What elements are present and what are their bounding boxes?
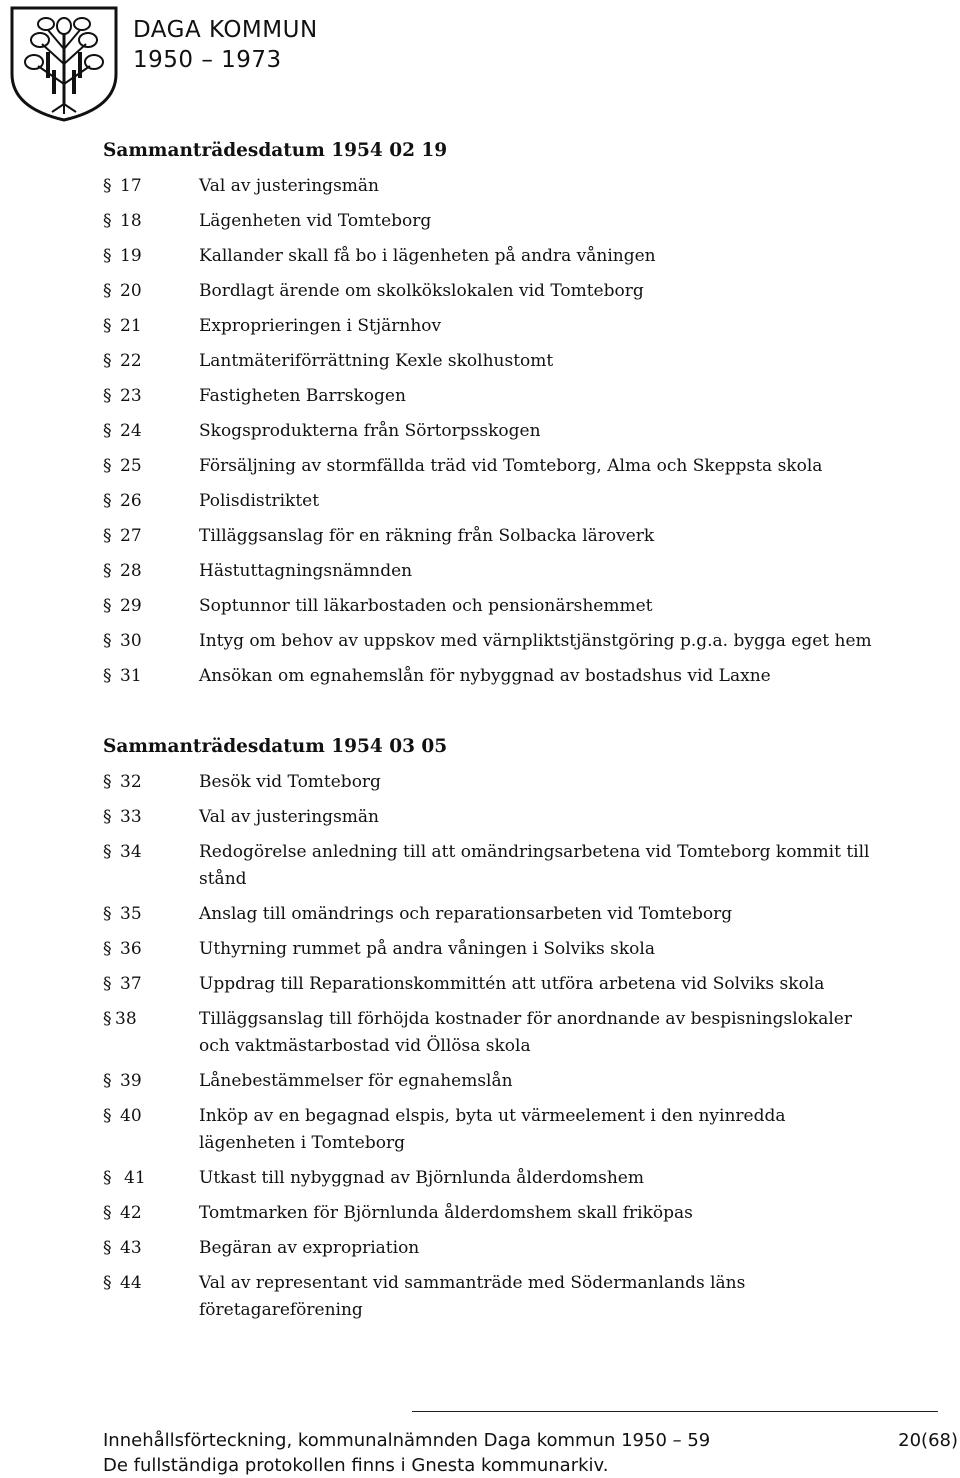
meeting-date-heading: Sammanträdesdatum 1954 03 05 xyxy=(103,736,448,757)
item-text: Exproprieringen i Stjärnhov xyxy=(199,316,442,336)
item-text: Soptunnor till läkarbostaden och pensionärshemmet xyxy=(199,596,653,616)
paragraph-sign-icon: § xyxy=(103,246,112,266)
agenda-item xyxy=(103,523,903,558)
paragraph-sign-icon: § xyxy=(103,666,112,686)
item-text: Val av representant vid sammanträde med Södermanlands läns företagareförening xyxy=(199,1273,746,1320)
agenda-item xyxy=(103,278,903,313)
item-text: Kallander skall få bo i lägenheten på andra våningen xyxy=(199,246,656,266)
item-text: Lånebestämmelser för egnahemslån xyxy=(199,1071,513,1091)
agenda-item xyxy=(103,901,903,936)
agenda-item xyxy=(103,348,903,383)
page-header xyxy=(0,0,960,130)
item-number: 28 xyxy=(120,561,142,581)
paragraph-sign-icon: § xyxy=(103,1273,112,1293)
agenda-item xyxy=(103,936,903,971)
item-number: 31 xyxy=(120,666,142,686)
item-number: 24 xyxy=(120,421,142,441)
item-number: 36 xyxy=(120,939,142,959)
item-text: Skogsprodukterna från Sörtorpsskogen xyxy=(199,421,541,441)
footer-title: Innehållsförteckning, kommunalnämnden Daga kommun 1950 – 59 xyxy=(103,1430,711,1451)
item-text: Intyg om behov av uppskov med värnpliktstjänstgöring p.g.a. bygga eget hem xyxy=(199,631,872,651)
paragraph-sign-icon: § xyxy=(103,386,112,406)
item-text: Ansökan om egnahemslån för nybyggnad av bostadshus vid Laxne xyxy=(199,666,771,686)
paragraph-sign-icon: § xyxy=(103,596,112,616)
agenda-item xyxy=(103,1200,903,1235)
paragraph-sign-icon: § xyxy=(103,1106,112,1126)
paragraph-sign-icon: § xyxy=(103,807,112,827)
paragraph-sign-icon: § xyxy=(103,526,112,546)
agenda-item xyxy=(103,1165,903,1200)
agenda-item xyxy=(103,593,903,628)
footer-line-1 xyxy=(103,1430,958,1452)
paragraph-sign-icon: § xyxy=(103,351,112,371)
agenda-item xyxy=(103,243,903,278)
item-text: Fastigheten Barrskogen xyxy=(199,386,406,406)
footer-divider xyxy=(412,1411,938,1412)
item-number: 35 xyxy=(120,904,142,924)
paragraph-sign-icon: § xyxy=(103,456,112,476)
item-number: 38 xyxy=(115,1009,137,1029)
agenda-item xyxy=(103,1068,903,1103)
agenda-item xyxy=(103,971,903,1006)
meeting-date-heading: Sammanträdesdatum 1954 02 19 xyxy=(103,140,448,161)
paragraph-sign-icon: § xyxy=(103,1009,112,1029)
item-number: 25 xyxy=(120,456,142,476)
paragraph-sign-icon: § xyxy=(103,904,112,924)
agenda-item xyxy=(103,173,903,208)
item-text: Begäran av expropriation xyxy=(199,1238,420,1258)
item-number: 18 xyxy=(120,211,142,231)
item-number: 33 xyxy=(120,807,142,827)
paragraph-sign-icon: § xyxy=(103,939,112,959)
item-number: 41 xyxy=(124,1168,146,1188)
item-number: 22 xyxy=(120,351,142,371)
paragraph-sign-icon: § xyxy=(103,631,112,651)
item-number: 44 xyxy=(120,1273,142,1293)
paragraph-sign-icon: § xyxy=(103,1203,112,1223)
agenda-item xyxy=(103,558,903,593)
item-number: 27 xyxy=(120,526,142,546)
item-number: 39 xyxy=(120,1071,142,1091)
agenda-item xyxy=(103,383,903,418)
item-text: Inköp av en begagnad elspis, byta ut värmeelement i den nyinredda lägenheten i Tomteborg xyxy=(199,1106,786,1153)
paragraph-sign-icon: § xyxy=(103,561,112,581)
item-number: 21 xyxy=(120,316,142,336)
item-text: Bordlagt ärende om skolkökslokalen vid Tomteborg xyxy=(199,281,644,301)
item-text: Försäljning av stormfällda träd vid Tomteborg, Alma och Skeppsta skola xyxy=(199,456,823,476)
agenda-item xyxy=(103,418,903,453)
item-text: Polisdistriktet xyxy=(199,491,320,511)
item-text: Val av justeringsmän xyxy=(199,807,379,827)
paragraph-sign-icon: § xyxy=(103,316,112,336)
item-number: 43 xyxy=(120,1238,142,1258)
item-number: 19 xyxy=(120,246,142,266)
item-number: 30 xyxy=(120,631,142,651)
paragraph-sign-icon: § xyxy=(103,1238,112,1258)
kommun-title: DAGA KOMMUN xyxy=(133,17,318,43)
item-text: Tilläggsanslag till förhöjda kostnader för anordnande av bespisningslokaler och vaktmästarbostad vid Öllösa skola xyxy=(199,1009,852,1056)
item-number: 40 xyxy=(120,1106,142,1126)
item-text: Redogörelse anledning till att omändringsarbetena vid Tomteborg kommit till stånd xyxy=(199,842,870,889)
agenda-item xyxy=(103,804,903,839)
agenda-item xyxy=(103,1235,903,1270)
item-number: 32 xyxy=(120,772,142,792)
item-text: Uthyrning rummet på andra våningen i Solviks skola xyxy=(199,939,655,959)
agenda-item xyxy=(103,663,903,698)
item-number: 20 xyxy=(120,281,142,301)
item-text: Lägenheten vid Tomteborg xyxy=(199,211,432,231)
footer-line-2: De fullständiga protokollen finns i Gnesta kommunarkiv. xyxy=(103,1455,609,1476)
paragraph-sign-icon: § xyxy=(103,421,112,441)
paragraph-sign-icon: § xyxy=(103,1168,112,1188)
item-text: Val av justeringsmän xyxy=(199,176,379,196)
agenda-item xyxy=(103,208,903,243)
page-number: 20(68) xyxy=(898,1430,958,1451)
agenda-item xyxy=(103,839,903,901)
paragraph-sign-icon: § xyxy=(103,281,112,301)
item-number: 23 xyxy=(120,386,142,406)
meeting-section-1 xyxy=(103,139,903,698)
item-text: Utkast till nybyggnad av Björnlunda ålderdomshem xyxy=(199,1168,644,1188)
paragraph-sign-icon: § xyxy=(103,211,112,231)
agenda-item xyxy=(103,453,903,488)
item-number: 26 xyxy=(120,491,142,511)
item-number: 37 xyxy=(120,974,142,994)
kommun-years: 1950 – 1973 xyxy=(133,47,282,73)
agenda-item xyxy=(103,1006,903,1068)
agenda-item xyxy=(103,488,903,523)
paragraph-sign-icon: § xyxy=(103,491,112,511)
paragraph-sign-icon: § xyxy=(103,1071,112,1091)
item-text: Uppdrag till Reparationskommittén att utföra arbetena vid Solviks skola xyxy=(199,974,825,994)
meeting-section-2 xyxy=(103,735,903,1332)
item-text: Hästuttagningsnämnden xyxy=(199,561,413,581)
item-number: 34 xyxy=(120,842,142,862)
agenda-item xyxy=(103,628,903,663)
item-text: Tomtmarken för Björnlunda ålderdomshem skall friköpas xyxy=(199,1203,693,1223)
paragraph-sign-icon: § xyxy=(103,974,112,994)
agenda-item xyxy=(103,313,903,348)
item-text: Lantmäteriförrättning Kexle skolhustomt xyxy=(199,351,554,371)
agenda-item xyxy=(103,769,903,804)
item-text: Anslag till omändrings och reparationsarbeten vid Tomteborg xyxy=(199,904,733,924)
agenda-item xyxy=(103,1270,903,1332)
item-text: Tilläggsanslag för en räkning från Solbacka läroverk xyxy=(199,526,655,546)
coat-of-arms-logo xyxy=(8,4,120,122)
item-number: 17 xyxy=(120,176,142,196)
paragraph-sign-icon: § xyxy=(103,176,112,196)
paragraph-sign-icon: § xyxy=(103,842,112,862)
item-text: Besök vid Tomteborg xyxy=(199,772,381,792)
item-number: 29 xyxy=(120,596,142,616)
item-number: 42 xyxy=(120,1203,142,1223)
paragraph-sign-icon: § xyxy=(103,772,112,792)
agenda-item xyxy=(103,1103,903,1165)
